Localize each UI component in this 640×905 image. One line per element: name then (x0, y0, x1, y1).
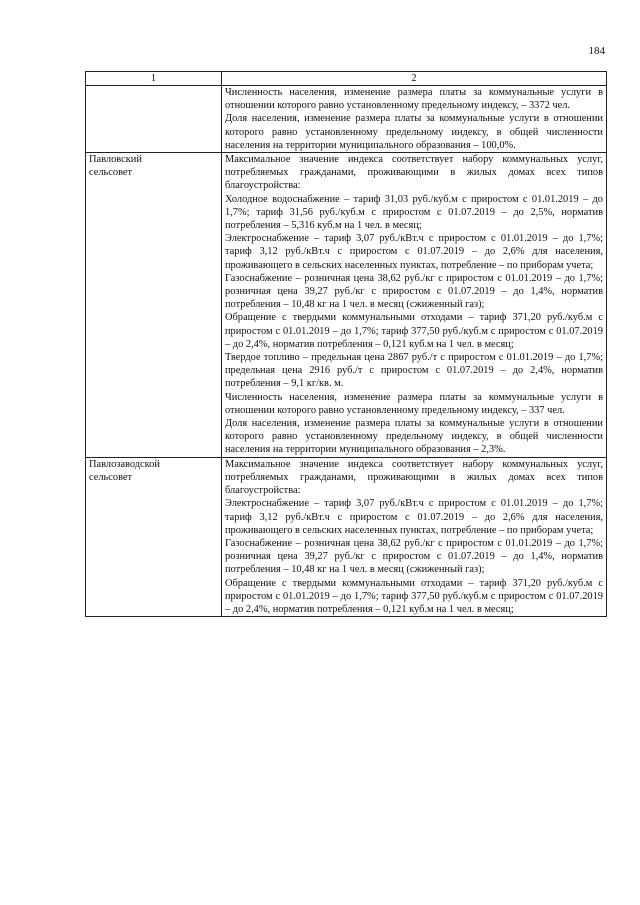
paragraph: Холодное водоснабжение – тариф 31,03 руб./куб.м с приростом с 01.01.2019 – до 1,7%; тариф 31,56 руб./куб.м с приростом с 01.07.2019 – до 2,5%, норматив потребления – 5,316 куб.м на 1 чел. в месяц; (225, 193, 603, 232)
paragraph: Электроснабжение – тариф 3,07 руб./кВт.ч с приростом с 01.01.2019 – до 1,7%; тариф 3,12 руб./кВт.ч с приростом с 01.07.2019 – до 2,6% для населения, проживающего в сельских населенных пунктах, потребление – по приборам учета; (225, 498, 603, 536)
paragraph: Обращение с твердыми коммунальными отходами – тариф 371,20 руб./куб.м с приростом с 01.01.2019 – до 1,7%; тариф 377,50 руб./куб.м с приростом с 01.07.2019 – до 2,4%, норматив потребления – 0,121 куб.м на 1 чел. в месяц; (225, 577, 603, 615)
column-header-1: 1 (86, 72, 222, 86)
table-row (86, 153, 607, 458)
paragraph: Доля населения, изменение размера платы за коммунальные услуги в отношении которого равно установленному предельному индексу, в общей численности населения на территории муниципального образования – 100,0%. (225, 113, 603, 151)
table-header-row (86, 72, 607, 86)
paragraph: Максимальное значение индекса соответствует набору коммунальных услуг, потребляемых гражданами, проживающими в жилых домах всех типов благоустройства: (225, 458, 603, 497)
paragraph: Максимальное значение индекса соответствует набору коммунальных услуг, потребляемых гражданами, проживающими в жилых домах всех типов благоустройства: (225, 154, 603, 192)
district-cell: Павловский сельсовет (86, 153, 222, 458)
table-row (86, 457, 607, 616)
paragraph: Численность населения, изменение размера платы за коммунальные услуги в отношении которого равно установленному предельному индексу, – 337 чел. (225, 391, 603, 416)
table-row (86, 86, 607, 153)
district-cell (86, 86, 222, 153)
paragraph: Электроснабжение – тариф 3,07 руб./кВт.ч с приростом с 01.01.2019 – до 1,7%; тариф 3,12 руб./кВт.ч с приростом с 01.07.2019 – до 2,6% для населения, проживающего в сельских населенных пунктах, потребление – по приборам учета; (225, 233, 603, 271)
description-cell (222, 86, 607, 153)
description-cell (222, 153, 607, 458)
paragraph: Доля населения, изменение размера платы за коммунальные услуги в отношении которого равно установленному предельному индексу, в общей численности населения на территории муниципального образования – 2,3%. (225, 418, 603, 456)
paragraph: Газоснабжение – розничная цена 38,62 руб./кг с приростом с 01.01.2019 – до 1,7%; розничная цена 39,27 руб./кг с приростом с 01.07.2019 – до 1,4%, норматив потребления – 10,48 кг на 1 чел. в месяц (сжиженный газ); (225, 537, 603, 576)
paragraph: Твердое топливо – предельная цена 2867 руб./т с приростом с 01.01.2019 – до 1,7%; предельная цена 2916 руб./т с приростом с 01.07.2019 – до 2,4%, норматив потребления – 9,1 кг/кв. м. (225, 352, 603, 390)
paragraph: Газоснабжение – розничная цена 38,62 руб./кг с приростом с 01.01.2019 – до 1,7%; розничная цена 39,27 руб./кг с приростом с 01.07.2019 – до 1,4%, норматив потребления – 10,48 кг на 1 чел. в месяц (сжиженный газ); (225, 272, 603, 311)
page-number: 184 (588, 45, 605, 57)
paragraph: Обращение с твердыми коммунальными отходами – тариф 371,20 руб./куб.м с приростом с 01.01.2019 – до 1,7%; тариф 377,50 руб./куб.м с приростом с 01.07.2019 – до 2,4%, норматив потребления – 0,121 куб.м на 1 чел. в месяц; (225, 312, 603, 350)
document-table (85, 71, 607, 617)
paragraph: Численность населения, изменение размера платы за коммунальные услуги в отношении которого равно установленному предельному индексу, – 3372 чел. (225, 87, 603, 112)
description-cell (222, 457, 607, 616)
column-header-2: 2 (222, 72, 607, 86)
district-cell: Павлозаводской сельсовет (86, 457, 222, 616)
